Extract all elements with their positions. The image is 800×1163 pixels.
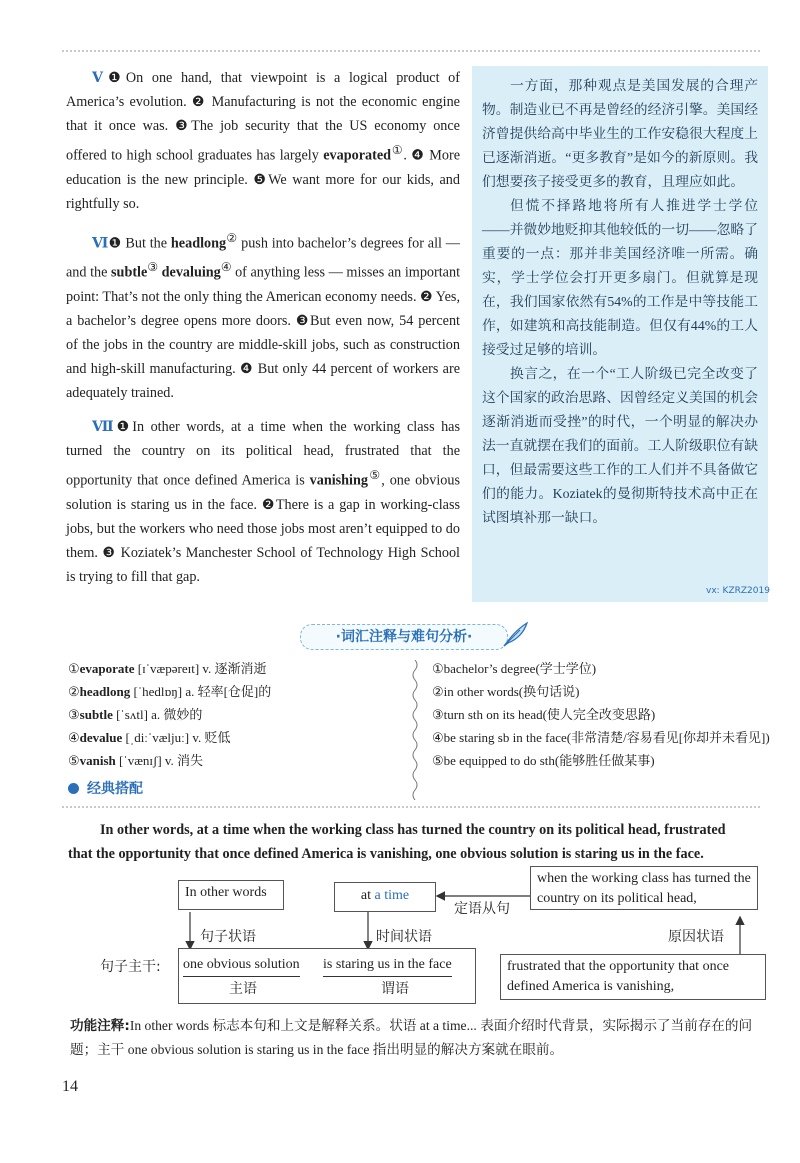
vocab-word: headlong — [170, 235, 227, 252]
vocab-word: subtle — [111, 265, 148, 282]
paragraph-5: Ⅴ❶On one hand, that viewpoint is a logical product of America’s evolution. ❷ Manufacturing is not the economic engine that it once was. ❸The job security that the US economy once offered to high school graduates has largely evaporated①. ❹ More education is the new principle. ❺We want more for our kids, and rightfully so. — [66, 70, 461, 212]
collocation-header: 经典搭配 — [68, 778, 143, 798]
list-item: ③turn sth on its head(使人完全改变思路) — [432, 707, 656, 722]
paragraph-7: Ⅶ❶In other words, at a time when the working class has turned the country on its political head, frustrated that the opportunity that once defined America is vanishing⑤, one obvious solution is staring us in the face. ❷There is a gap in working-class jobs, but the workers who need those jobs most aren’t equipped to do them. ❸ Koziatek’s Manchester School of Technology High School is trying to fill that gap. — [66, 419, 460, 585]
paragraph-number: Ⅶ — [92, 419, 117, 436]
label-main-trunk: 句子主干: — [100, 959, 161, 975]
analyzed-sentence: In other words, at a time when the working class has turned the country on its political head, frustrated that the opportunity that once defined America is vanishing, one obvious solution is staring us in the face. — [68, 822, 726, 862]
box-at-a-time: at a time — [334, 882, 436, 912]
list-item: ④devalue [ˌdiːˈvæljuː] v. 贬低 — [68, 730, 231, 745]
translation-paragraph: 但慌不择路地将所有人推进学士学位——并微妙地贬抑其他较低的一切——忽略了重要的一点：那并非美国经济唯一所需。确实，学士学位会打开更多扇门。但就算是现在，我们国家依然有54%的工作是中等技能工作，如建筑和高技能制造。但仅有44%的工人接受过足够的培训。 — [482, 198, 758, 357]
page-number: 14 — [62, 1078, 78, 1095]
paragraph-number: Ⅵ — [92, 235, 109, 252]
label-sentence-adverbial: 句子状语 — [200, 929, 256, 945]
label-predicate: 谓语 — [381, 981, 409, 997]
function-note: 功能注释:In other words 标志本句和上文是解释关系。状语 at a time... 表面介绍时代背景，实际揭示了当前存在的问题；主干 one obvious solution is staring us in the face 指出明显的解决方案就在眼前。 — [70, 1018, 753, 1057]
subject-phrase: one obvious solution — [183, 955, 300, 977]
note-label: 功能注释: — [70, 1018, 130, 1034]
watermark: vx: KZRZ2019 — [706, 586, 770, 596]
label-subject: 主语 — [229, 981, 257, 997]
paragraph-number: Ⅴ — [92, 70, 109, 86]
predicate-phrase: is staring us in the face — [323, 955, 452, 977]
translation-paragraph: 换言之，在一个“工人阶级已完全改变了这个国家的政治思路、因曾经定义美国的机会逐渐消逝而受挫”的时代，一个明显的解决办法一直就摆在我们的面前。工人阶级职位有缺口，但最需要这些工作的工人们并不具备做它们的能力。Koziatek的曼彻斯特技术高中正在试图填补那一缺口。 — [482, 366, 758, 525]
list-item: ⑤be equipped to do sth(能够胜任做某事) — [432, 753, 655, 768]
vocab-word: vanishing — [309, 472, 368, 489]
label-attributive-clause: 定语从句 — [454, 901, 510, 917]
translation-paragraph: 一方面，那种观点是美国发展的合理产物。制造业已不再是曾经的经济引擎。美国经济曾提供给高中毕业生的工作安稳很大程度上已逐渐消逝。“更多教育”是如今的新原则。我们想要孩子接受更多的教育，且理应如此。 — [482, 78, 758, 189]
vocab-word: devaluing — [161, 265, 221, 282]
box-main-clause — [178, 948, 476, 1004]
box-frustrated: frustrated that the opportunity that once defined America is vanishing, — [500, 954, 766, 1000]
list-item: ②in other words(换句话说) — [432, 684, 580, 699]
list-item: ⑤vanish [ˈvænɪʃ] v. 消失 — [68, 753, 204, 768]
list-item: ③subtle [ˈsʌtl] a. 微妙的 — [68, 707, 203, 722]
box-in-other-words: In other words — [178, 880, 284, 910]
vocab-section-title: ·词汇注释与难句分析· — [300, 624, 508, 650]
box-when-clause: when the working class has turned the country on its political head, — [530, 866, 758, 910]
label-time-adverbial: 时间状语 — [376, 929, 432, 945]
label-cause-adverbial: 原因状语 — [668, 929, 724, 945]
list-item: ①evaporate [ɪˈvæpəreɪt] v. 逐渐消逝 — [68, 661, 267, 676]
list-item: ②headlong [ˈhedlɒŋ] a. 轻率[仓促]的 — [68, 684, 272, 699]
list-item: ④be staring sb in the face(非常清楚/容易看见[你却并未看见]) — [432, 730, 770, 745]
list-item: ①bachelor’s degree(学士学位) — [432, 661, 597, 676]
paragraph-6: Ⅵ❶ But the headlong② push into bachelor’s degrees for all — and the subtle③ devaluing④ of anything less — misses an important point: That’s not the only thing the American economy needs. ❷ Yes, a bachelor’s degree opens more doors. ❸But even now, 54 percent of the jobs in the country are middle-skill jobs, such as construction and high-skill manufacturing. ❹ But only 44 percent of workers are adequately trained. — [66, 230, 461, 402]
vocab-word: evaporated — [323, 147, 392, 164]
